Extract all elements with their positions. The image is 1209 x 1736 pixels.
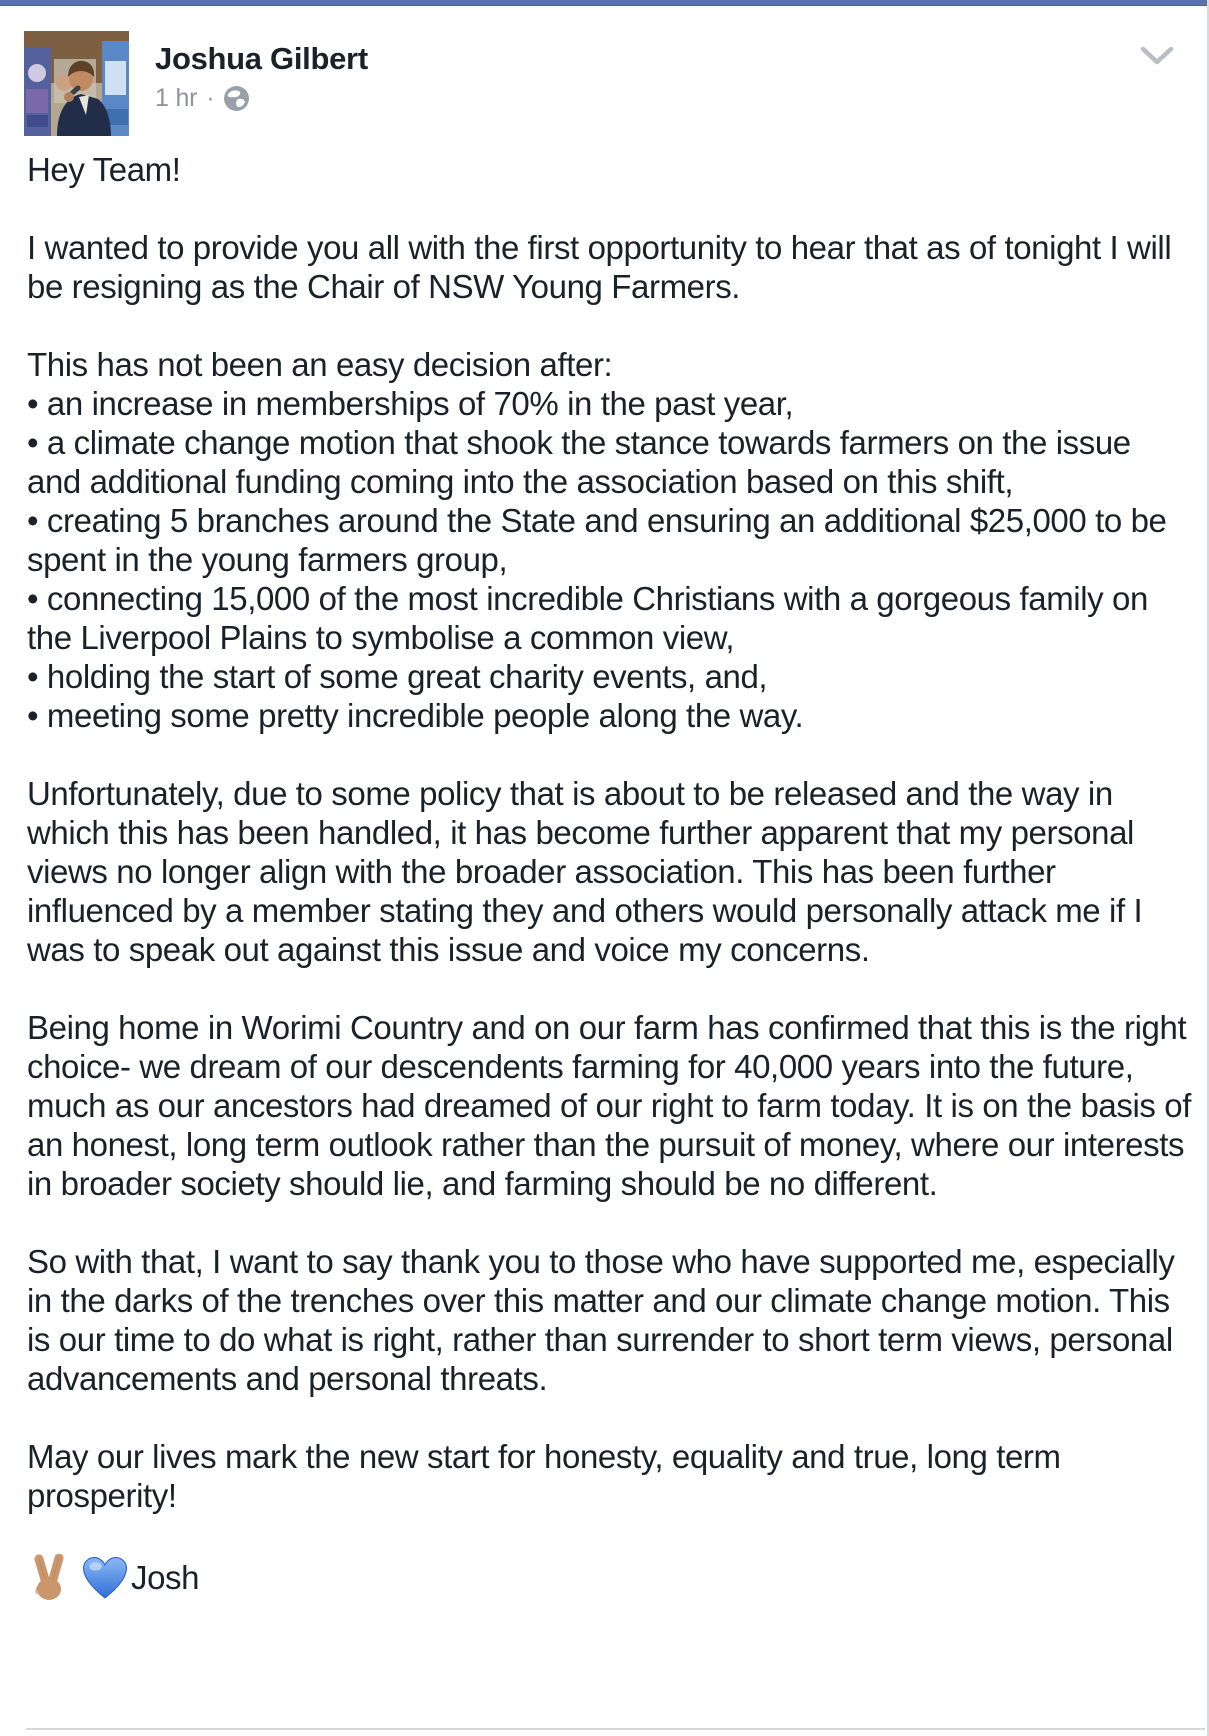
post-bullet-item: This has not been an easy decision after: bbox=[27, 346, 613, 383]
meta-separator: · bbox=[206, 84, 215, 112]
avatar-photo bbox=[24, 31, 129, 136]
post-meta bbox=[155, 84, 1183, 113]
chevron-down-icon[interactable] bbox=[1139, 44, 1175, 68]
post-paragraph: I wanted to provide you all with the first opportunity to hear that as of tonight I will be resigning as the Chair of NSW Young Farmers. bbox=[27, 229, 1172, 305]
post-paragraph: Being home in Worimi Country and on our farm has confirmed that this is the right choice- we dream of our descendents farming for 40,000 years into the future, much as our ancestors had dreamed of our right to farm today. It is on the basis of an honest, long term outlook rather than the pursuit of money, where our interests in broader society should lie, and farming should be no different. bbox=[27, 1009, 1191, 1202]
globe-privacy-icon bbox=[223, 85, 250, 112]
post-bullet-item: • meeting some pretty incredible people along the way. bbox=[27, 697, 804, 734]
signature-name: Josh bbox=[131, 1559, 200, 1596]
post-bullet-group bbox=[27, 345, 1193, 735]
post-paragraph: So with that, I want to say thank you to those who have supported me, especially in the darks of the trenches over this matter and our climate change motion. This is our time to do what is right, rather than surrender to short term views, personal advancements and personal threats. bbox=[27, 1243, 1175, 1397]
peace-hand-emoji bbox=[27, 1554, 71, 1602]
post-paragraph: May our lives mark the new start for honesty, equality and true, long term prosperity! bbox=[27, 1438, 1061, 1514]
post-header bbox=[0, 6, 1207, 136]
post-bullet-item: • creating 5 branches around the State and ensuring an additional $25,000 to be spent in the young farmers group, bbox=[27, 502, 1167, 578]
post-bullet-item: • a climate change motion that shook the stance towards farmers on the issue and additional funding coming into the association based on this shift, bbox=[27, 424, 1131, 500]
post-bullet-item: • an increase in memberships of 70% in the past year, bbox=[27, 385, 794, 422]
timestamp[interactable]: 1 hr bbox=[155, 84, 198, 112]
post-bullet-item: • connecting 15,000 of the most incredible Christians with a gorgeous family on the Liverpool Plains to symbolise a common view, bbox=[27, 580, 1148, 656]
post-paragraph: Hey Team! bbox=[27, 151, 181, 188]
author-name[interactable]: Joshua Gilbert bbox=[155, 41, 368, 76]
signature-line bbox=[0, 1554, 1207, 1602]
blue-heart-emoji bbox=[81, 1556, 129, 1600]
post-body bbox=[0, 150, 1207, 1515]
post-header-text bbox=[155, 31, 1183, 113]
avatar[interactable] bbox=[24, 31, 129, 136]
post-bullet-item: • holding the start of some great charity events, and, bbox=[27, 658, 768, 695]
bottom-divider bbox=[26, 1728, 1205, 1730]
post-paragraph: Unfortunately, due to some policy that is about to be released and the way in which this has been handled, it has become further apparent that my personal views no longer align with the broader association. This has been further influenced by a member stating they and others would personally attack me if I was to speak out against this issue and voice my concerns. bbox=[27, 775, 1143, 968]
